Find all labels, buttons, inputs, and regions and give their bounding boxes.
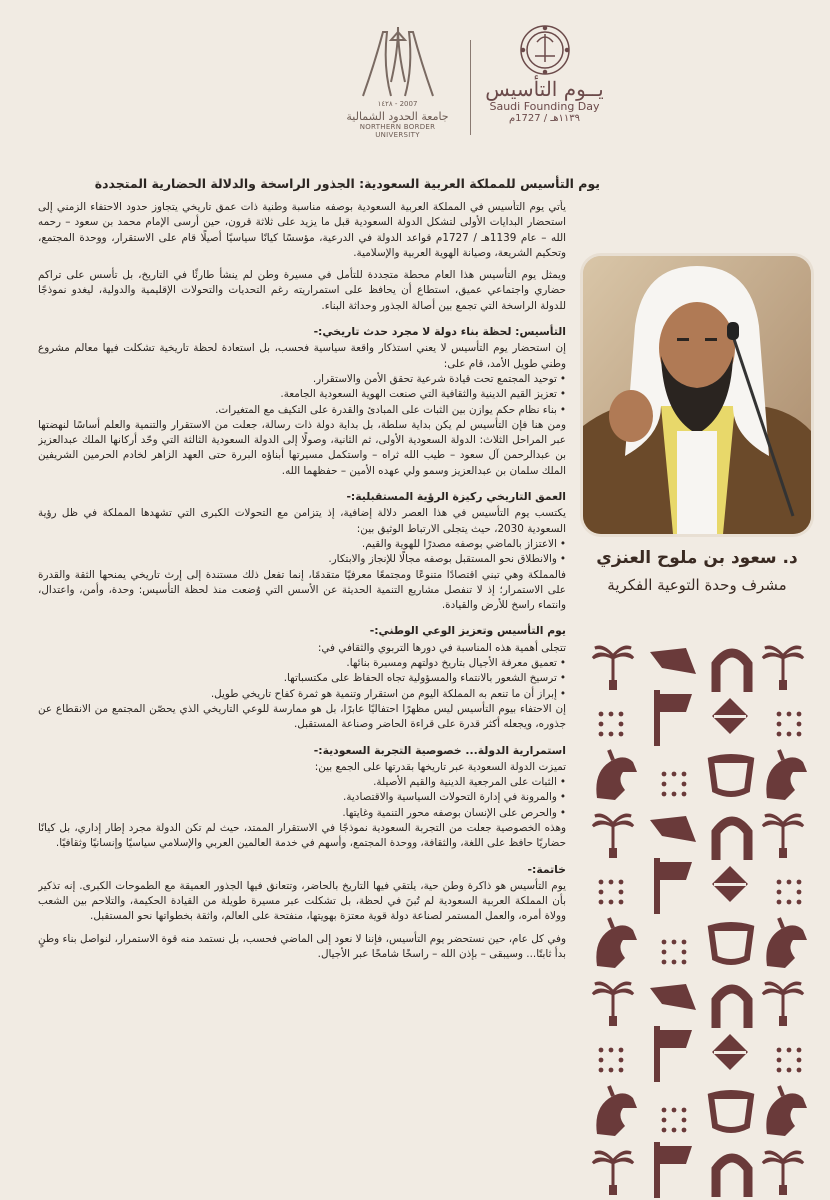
list-item: • ترسيخ الشعور بالانتماء والمسؤولية تجاه الحفاظ على مكتسباتها. xyxy=(38,671,566,686)
university-name-en: NORTHERN BORDER UNIVERSITY xyxy=(359,123,436,139)
section-4-closing: وهذه الخصوصية جعلت من التجربة السعودية نموذجًا في الاستقرار الممتد، حيث لم تكن الدولة مجرد إطار إداري، بل كيانًا حضاريًا حافظ على اللغة، والثقافة، ووحدة المجتمع، وأسهم في خدمة العالمين العربي والإسلامي سياسيًا وإنسانيًا وثقافيًا. xyxy=(38,821,566,850)
section-3-heading: يوم التأسيس وتعزيز الوعي الوطني:- xyxy=(369,624,566,638)
section-1-heading: التأسيس: لحظة بناء دولة لا مجرد حدث تاريخي:- xyxy=(313,325,566,339)
section-4-lead: تميزت الدولة السعودية عبر تاريخها بقدرتها على الجمع بين: xyxy=(314,760,566,773)
section-3-lead: تتجلى أهمية هذه المناسبة في دورها التربوي والثقافي في: xyxy=(317,641,566,654)
author-photo xyxy=(583,256,811,534)
author-portrait-image xyxy=(583,256,811,534)
saudi-founding-day-logo xyxy=(482,22,607,142)
intro-paragraph-2: ويمثل يوم التأسيس هذا العام محطة متجددة للتأمل في مسيرة وطن لم ينشأ طارئًا في التاريخ، بل تأسس على تراكم حضاري واجتماعي عميق، استطاع أن يحافظ على استمراريته رغم التحديات والتحولات الإقليمية والدولية، ليغدو نموذجًا للدولة الراسخة التي تجمع بين أصالة الجذور وحداثة البناء. xyxy=(38,269,566,312)
section-1-list xyxy=(38,372,566,418)
conclusion-paragraph-2: وفي كل عام، حين نستحضر يوم التأسيس، فإننا لا نعود إلى الماضي فحسب، بل نستمد منه قوة الاستمرار، لنواصل بناء وطنٍ بدأ ثابتًا... وسيبقى – بإذن الله – راسخًا شامخًا عبر الأجيال. xyxy=(38,932,566,961)
section-2-heading: العمق التاريخي ركيزة الرؤية المستقبلية:- xyxy=(346,490,566,504)
sadu-pattern-decoration xyxy=(585,630,830,1200)
list-item: • إبراز أن ما تنعم به المملكة اليوم من استقرار وتنمية هو ثمرة كفاح تاريخي طويل. xyxy=(38,687,566,702)
list-item: • والانطلاق نحو المستقبل بوصفه مجالًا للإنجاز والابتكار. xyxy=(38,552,566,567)
list-item: • توحيد المجتمع تحت قيادة شرعية تحقق الأمن والاستقرار. xyxy=(38,372,566,387)
list-item: • الثبات على المرجعية الدينية والقيم الأصيلة. xyxy=(38,775,566,790)
founding-day-years: ١١٣٩هـ / 1727م xyxy=(508,113,581,124)
founding-day-name-ar: يــوم التأسيس xyxy=(485,77,604,101)
list-item: • والمرونة في إدارة التحولات السياسية والاقتصادية. xyxy=(38,790,566,805)
conclusion-paragraph-1: يوم التأسيس هو ذاكرة وطن حية، يلتقي فيها التاريخ بالحاضر، وتتعانق فيها الجذور العميقة مع الطموحات الكبرى. إنه تذكير بأن المملكة العربية السعودية لم تُبنَ في لحظة، بل تشكلت عبر مسيرة طويلة من القيادة الحكيمة، والتلاحم بين الشعب وولاة أمره، والعمل المستمر لصناعة دولة قوية معتزة بهويتها، منفتحة على العالم، واثقة بخطواتها نحو المستقبل. xyxy=(38,879,566,923)
university-years: ١٤٢٨ - 2007 xyxy=(377,100,418,108)
section-1-lead: إن استحضار يوم التأسيس لا يعني استذكار واقعة سياسية فحسب، بل استعادة لحظة تاريخية تشكلت فيها معالم مشروع وطني طويل الأمد، قام على: xyxy=(38,342,566,370)
header-divider xyxy=(470,40,471,135)
section-2-list xyxy=(38,537,566,568)
founding-day-emblem-icon xyxy=(515,22,575,78)
article-body xyxy=(38,200,566,1190)
section-3-closing: إن الاحتفاء بيوم التأسيس ليس مظهرًا احتفاليًا عابرًا، بل هو ممارسة للوعي التاريخي الذي يحصّن المجتمع من الانقطاع عن جذوره، ويجعله أكثر قدرة على قراءة الحاضر وصناعة المستقبل. xyxy=(38,702,566,731)
section-2-closing: فالمملكة وهي تبني اقتصادًا متنوعًا ومجتمعًا معرفيًا متقدمًا، إنما تفعل ذلك مستندة إلى إرث تاريخي يمنحها الثقة والقدرة على الاستمرار؛ إذ لا تنفصل مشاريع التنمية الحديثة عن الأسس التي وُضعت منذ لحظة التأسيس: وحدة، وأمن، واعتدال، وانتماء راسخ للأرض والقيادة. xyxy=(38,568,566,612)
author-name: د. سعود بن ملوح العنزي xyxy=(596,548,798,568)
section-4-heading: استمرارية الدولة... خصوصية التجربة السعودية:- xyxy=(313,743,566,757)
section-4-list xyxy=(38,775,566,821)
list-item: • تعزيز القيم الدينية والثقافية التي صنعت الهوية السعودية الجامعة. xyxy=(38,387,566,402)
article-title: يوم التأسيس للمملكة العربية السعودية: الجذور الراسخة والدلالة الحضارية المتجددة xyxy=(94,176,600,191)
section-2-lead: يكتسب يوم التأسيس في هذا العصر دلالة إضافية، إذ يتزامن مع التحولات الكبرى التي تشهدها المملكة في ظل رؤية السعودية 2030، حيث يتجلى الارتباط الوثيق بين: xyxy=(38,507,566,535)
intro-paragraph-1: يأتي يوم التأسيس في المملكة العربية السعودية بوصفه مناسبة وطنية ذات عمق تاريخي يتجاوز حدود الاحتفاء الزمني إلى استحضار البدايات الأولى لتشكل الدولة السعودية قبل ما يزيد على ثلاثة قرون، حين أرسى الإمام محمد بن سعود – رحمه الله – عام 1139هـ / 1727م قواعد الدولة في الدرعية، مؤسسًا كيانًا سياسيًا أصيلًا قام على الاستقرار، ووحدة المجتمع، وتحكيم الشريعة، وصيانة الهوية العربية والإسلامية. xyxy=(38,201,566,259)
section-3-list xyxy=(38,656,566,702)
author-role: مشرف وحدة التوعية الفكرية xyxy=(607,576,787,594)
list-item: • بناء نظام حكم يوازن بين الثبات على المبادئ والقدرة على التكيف مع المتغيرات. xyxy=(38,403,566,418)
list-item: • تعميق معرفة الأجيال بتاريخ دولتهم ومسيرة بنائها. xyxy=(38,656,566,671)
list-item: • والحرص على الإنسان بوصفه محور التنمية وغايتها. xyxy=(38,806,566,821)
list-item: • الاعتزاز بالماضي بوصفه مصدرًا للهوية والقيم. xyxy=(38,537,566,552)
university-emblem-icon xyxy=(353,22,443,100)
university-name-ar: جامعة الحدود الشمالية xyxy=(346,110,449,123)
section-1-closing: ومن هنا فإن التأسيس لم يكن بداية سلطة، بل بداية دولة ذات رسالة، جعلت من الاستقرار والتنمية والعلم أساسًا لنهضتها عبر المراحل الثلاث: الدولة السعودية الأولى، ثم الثانية، وصولًا إلى الدولة السعودية الثالثة التي وحّد أركانها الملك عبدالعزيز بن عبدالرحمن آل سعود – طيب الله ثراه – واستكمل مسيرتها أبناؤه البررة حتى العهد الزاهر لخادم الحرمين الشريفين الملك سلمان بن عبدالعزيز وسمو ولي عهده الأمين – حفظهما الله. xyxy=(38,418,566,477)
northern-border-university-logo xyxy=(340,22,455,140)
header xyxy=(0,0,830,160)
conclusion-heading: خاتمة:- xyxy=(527,862,566,876)
founding-day-name-en: Saudi Founding Day xyxy=(489,100,600,113)
